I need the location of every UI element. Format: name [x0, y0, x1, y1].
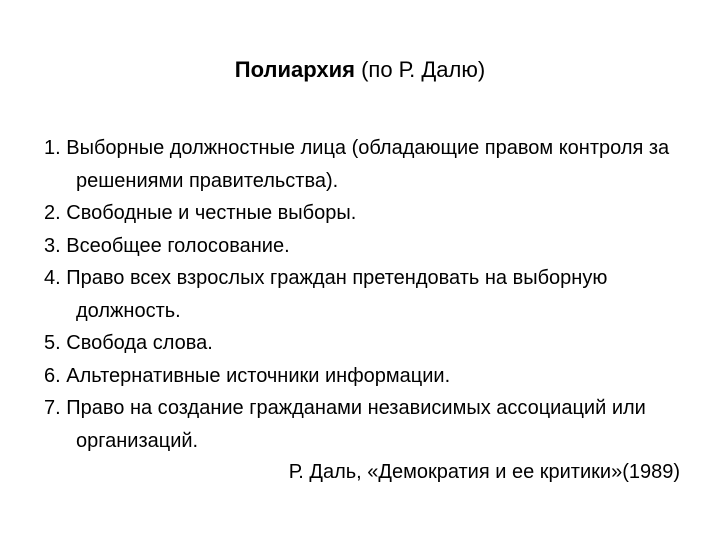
- slide-title: [0, 55, 720, 85]
- source-citation: Р. Даль, «Демократия и ее критики»(1989): [288, 461, 680, 483]
- criteria-list: [44, 132, 704, 457]
- list-item: [44, 197, 704, 230]
- item-number: 5.: [44, 332, 67, 354]
- item-text: Право на создание гражданами независимых ассоциаций или организаций.: [66, 397, 646, 452]
- list-item: [44, 392, 704, 457]
- item-number: 3.: [44, 234, 67, 257]
- item-text: Право всех взрослых граждан претендовать на выборную должность.: [66, 267, 608, 322]
- item-text: Альтернативные источники информации.: [66, 364, 451, 387]
- list-item: [44, 132, 704, 197]
- item-text: Свободные и честные выборы.: [66, 202, 357, 224]
- item-text: Выборные должностные лица (обладающие правом контроля за решениями правительства).: [66, 137, 670, 192]
- item-number: 1.: [44, 137, 67, 159]
- list-item: [44, 262, 704, 327]
- list-item: [44, 230, 704, 263]
- title-attribution: (по Р. Далю): [361, 57, 486, 82]
- list-item: [44, 327, 704, 360]
- title-term: Полиархия: [234, 57, 355, 82]
- item-number: 4.: [44, 267, 67, 289]
- item-number: 6.: [44, 364, 67, 387]
- item-text: Свобода слова.: [66, 332, 213, 354]
- item-number: 7.: [44, 397, 67, 419]
- item-text: Всеобщее голосование.: [66, 234, 290, 257]
- list-item: [44, 360, 704, 393]
- item-number: 2.: [44, 202, 67, 224]
